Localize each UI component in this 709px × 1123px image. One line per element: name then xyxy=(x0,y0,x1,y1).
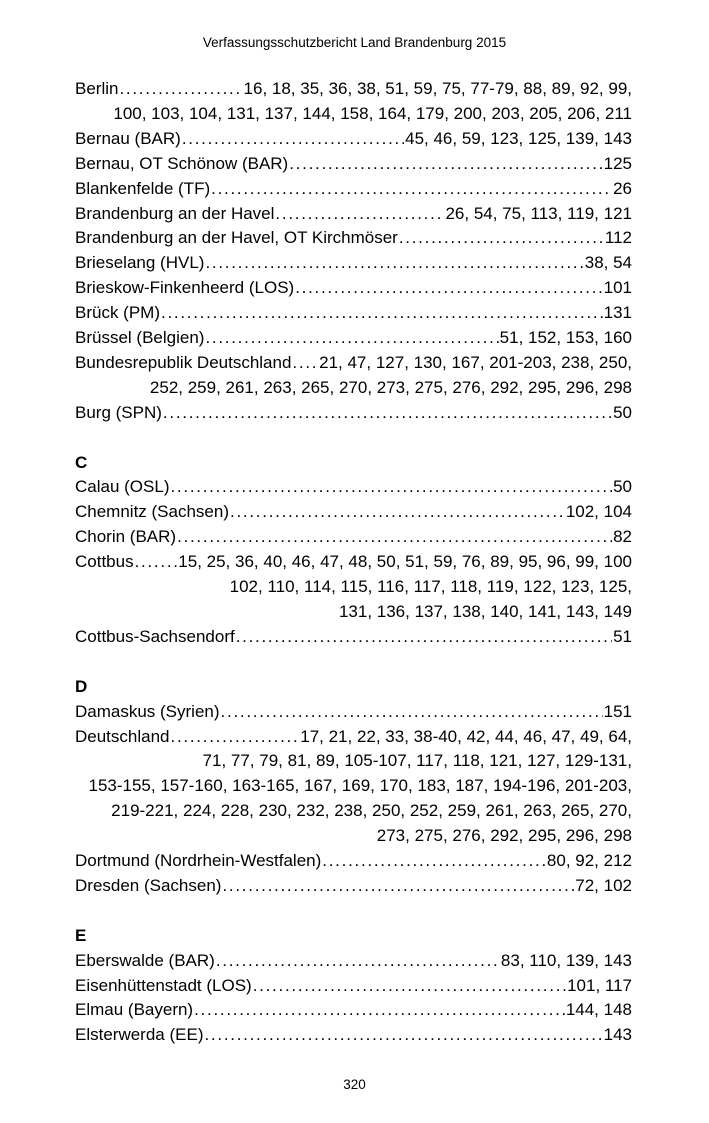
index-entry xyxy=(75,177,632,202)
index-pages: 131 xyxy=(603,303,632,323)
index-pages: 101, 117 xyxy=(567,975,632,995)
dot-leader xyxy=(253,974,566,999)
index-term: Deutschland xyxy=(75,726,170,746)
index-pages: 83, 110, 139, 143 xyxy=(500,950,632,970)
index-entry xyxy=(75,700,632,725)
dot-leader xyxy=(170,475,612,500)
dot-leader xyxy=(289,152,602,177)
index-term: Brieselang (HVL) xyxy=(75,253,205,273)
index-entry xyxy=(75,475,632,500)
index-entry-line xyxy=(75,127,632,152)
dot-leader xyxy=(161,301,603,326)
index-entry-line xyxy=(75,351,632,376)
index-term: Blankenfelde (TF) xyxy=(75,178,211,198)
dot-leader xyxy=(211,177,612,202)
index-entry-line xyxy=(75,550,632,575)
index-pages: 101 xyxy=(603,278,632,298)
index-entry-line xyxy=(75,177,632,202)
index-term: Eisenhüttenstadt (LOS) xyxy=(75,975,252,995)
index-entry xyxy=(75,874,632,899)
index-entry xyxy=(75,351,632,401)
index-pages: 125 xyxy=(603,153,632,173)
index-entry xyxy=(75,127,632,152)
index-entry xyxy=(75,849,632,874)
index-pages: 144, 148 xyxy=(565,1000,632,1020)
index-entry-line xyxy=(75,326,632,351)
dot-leader xyxy=(163,401,612,426)
section-letter: E xyxy=(75,925,87,945)
index-entry-line xyxy=(75,1023,632,1048)
index-entry-line xyxy=(75,500,632,525)
index-pages-continuation: 102, 110, 114, 115, 116, 117, 118, 119, 122, 123, 125, xyxy=(229,577,632,597)
index-pages: 50 xyxy=(613,477,632,497)
index-entry xyxy=(75,974,632,999)
index-entry-line xyxy=(75,874,632,899)
index-entry xyxy=(75,500,632,525)
index-entry xyxy=(75,725,632,850)
index-pages-continuation: 71, 77, 79, 81, 89, 105-107, 117, 118, 121, 127, 129-131, xyxy=(202,751,632,771)
index-term: Elsterwerda (EE) xyxy=(75,1025,204,1045)
index-entry xyxy=(75,301,632,326)
index-pages-continuation: 219-221, 224, 228, 230, 232, 238, 250, 252, 259, 261, 263, 265, 270, xyxy=(111,801,632,821)
dot-leader xyxy=(204,1023,602,1048)
index-entry xyxy=(75,152,632,177)
index-term: Cottbus-Sachsendorf xyxy=(75,626,235,646)
dot-leader xyxy=(194,998,565,1023)
index-entry-line xyxy=(75,949,632,974)
index-section xyxy=(75,924,632,1049)
index-entry xyxy=(75,326,632,351)
index-term: Bundesrepublik Deutschland xyxy=(75,352,292,372)
index-entry-line xyxy=(75,700,632,725)
index-entry xyxy=(75,251,632,276)
index-term: Burg (SPN) xyxy=(75,402,162,422)
index-entry-line xyxy=(75,226,632,251)
index-pages: 16, 18, 35, 36, 38, 51, 59, 75, 77-79, 88, 89, 92, 99, xyxy=(243,79,632,98)
dot-leader xyxy=(222,874,574,899)
index-entry xyxy=(75,202,632,227)
dot-leader xyxy=(119,77,242,102)
dot-leader xyxy=(177,525,612,550)
index-pages: 80, 92, 212 xyxy=(546,851,632,871)
index-term: Calau (OSL) xyxy=(75,477,170,497)
index-pages: 82 xyxy=(613,527,632,547)
index-entry-line xyxy=(75,525,632,550)
index-pages: 102, 104 xyxy=(565,502,632,522)
index-term: Bernau (BAR) xyxy=(75,128,181,148)
running-header: Verfassungsschutzbericht Land Brandenburg 2015 xyxy=(202,35,507,50)
dot-leader xyxy=(236,625,612,650)
index-term: Berlin xyxy=(75,79,119,98)
index-pages: 17, 21, 22, 33, 38-40, 42, 44, 46, 47, 49, 64, xyxy=(300,726,632,746)
index-pages: 50 xyxy=(613,402,632,422)
index-entry-line xyxy=(75,725,632,750)
index-pages: 26, 54, 75, 113, 119, 121 xyxy=(445,203,632,223)
index-term: Brüssel (Belgien) xyxy=(75,328,205,348)
index-term: Brieskow-Finkenheerd (LOS) xyxy=(75,278,295,298)
index-pages-continuation: 252, 259, 261, 263, 265, 270, 273, 275, 276, 292, 295, 296, 298 xyxy=(149,377,632,397)
dot-leader xyxy=(171,725,300,750)
dot-leader xyxy=(205,326,498,351)
index-section xyxy=(75,451,632,650)
index-pages: 72, 102 xyxy=(575,875,632,895)
index-term: Elmau (Bayern) xyxy=(75,1000,194,1020)
index-entry-line xyxy=(75,998,632,1023)
dot-leader xyxy=(205,251,583,276)
index-pages-continuation: 100, 103, 104, 131, 137, 144, 158, 164, 179, 200, 203, 205, 206, 211 xyxy=(113,103,632,123)
index-pages-continuation: 131, 136, 137, 138, 140, 141, 143, 149 xyxy=(338,602,632,622)
dot-leader xyxy=(135,550,178,575)
index-entry xyxy=(75,949,632,974)
dot-leader xyxy=(295,276,602,301)
index-term: Dresden (Sachsen) xyxy=(75,875,222,895)
index-pages: 45, 46, 59, 123, 125, 139, 143 xyxy=(405,128,632,148)
index-term: Damaskus (Syrien) xyxy=(75,701,220,721)
place-index xyxy=(75,77,632,1048)
page-number: 320 xyxy=(343,1077,366,1092)
index-term: Dortmund (Nordrhein-Westfalen) xyxy=(75,851,322,871)
dot-leader xyxy=(230,500,565,525)
index-term: Brandenburg an der Havel, OT Kirchmöser xyxy=(75,228,398,248)
dot-leader xyxy=(182,127,404,152)
index-pages-continuation: 153-155, 157-160, 163-165, 167, 169, 170, 183, 187, 194-196, 201-203, xyxy=(88,776,632,796)
index-pages: 51, 152, 153, 160 xyxy=(499,328,632,348)
index-entry xyxy=(75,226,632,251)
index-entry xyxy=(75,525,632,550)
index-entry xyxy=(75,276,632,301)
index-pages: 51 xyxy=(613,626,632,646)
index-entry-line xyxy=(75,301,632,326)
index-entry xyxy=(75,625,632,650)
dot-leader xyxy=(221,700,603,725)
index-entry-line xyxy=(75,974,632,999)
index-term: Eberswalde (BAR) xyxy=(75,950,215,970)
index-term: Brandenburg an der Havel xyxy=(75,203,275,223)
index-entry-line xyxy=(75,849,632,874)
index-pages: 112 xyxy=(604,228,632,248)
index-pages-continuation: 273, 275, 276, 292, 295, 296, 298 xyxy=(376,826,632,846)
section-letter: C xyxy=(75,452,88,472)
dot-leader xyxy=(322,849,546,874)
index-entry-line xyxy=(75,401,632,426)
index-term: Cottbus xyxy=(75,552,134,572)
index-entry xyxy=(75,77,632,127)
section-letter: D xyxy=(75,676,88,696)
dot-leader xyxy=(275,202,444,227)
index-entry xyxy=(75,401,632,426)
index-term: Chorin (BAR) xyxy=(75,527,177,547)
index-entry xyxy=(75,550,632,625)
index-pages: 26 xyxy=(613,178,632,198)
index-term: Chemnitz (Sachsen) xyxy=(75,502,230,522)
index-section xyxy=(75,675,632,899)
dot-leader xyxy=(216,949,500,974)
index-pages: 21, 47, 127, 130, 167, 201-203, 238, 250, xyxy=(319,352,632,372)
dot-leader xyxy=(292,351,318,376)
index-entry-line xyxy=(75,276,632,301)
index-entry-line xyxy=(75,625,632,650)
dot-leader xyxy=(399,226,604,251)
index-entry-line xyxy=(75,251,632,276)
index-pages: 15, 25, 36, 40, 46, 47, 48, 50, 51, 59, 76, 89, 95, 96, 99, 100 xyxy=(178,552,632,572)
index-entry-line xyxy=(75,202,632,227)
index-entry-line xyxy=(75,152,632,177)
index-section xyxy=(75,77,632,426)
index-term: Brück (PM) xyxy=(75,303,160,323)
index-entry-line xyxy=(75,475,632,500)
index-pages: 38, 54 xyxy=(584,253,632,273)
index-entry xyxy=(75,998,632,1023)
index-pages: 143 xyxy=(603,1025,632,1045)
index-entry xyxy=(75,1023,632,1048)
index-pages: 151 xyxy=(603,701,632,721)
index-entry-line xyxy=(75,77,632,102)
index-term: Bernau, OT Schönow (BAR) xyxy=(75,153,289,173)
